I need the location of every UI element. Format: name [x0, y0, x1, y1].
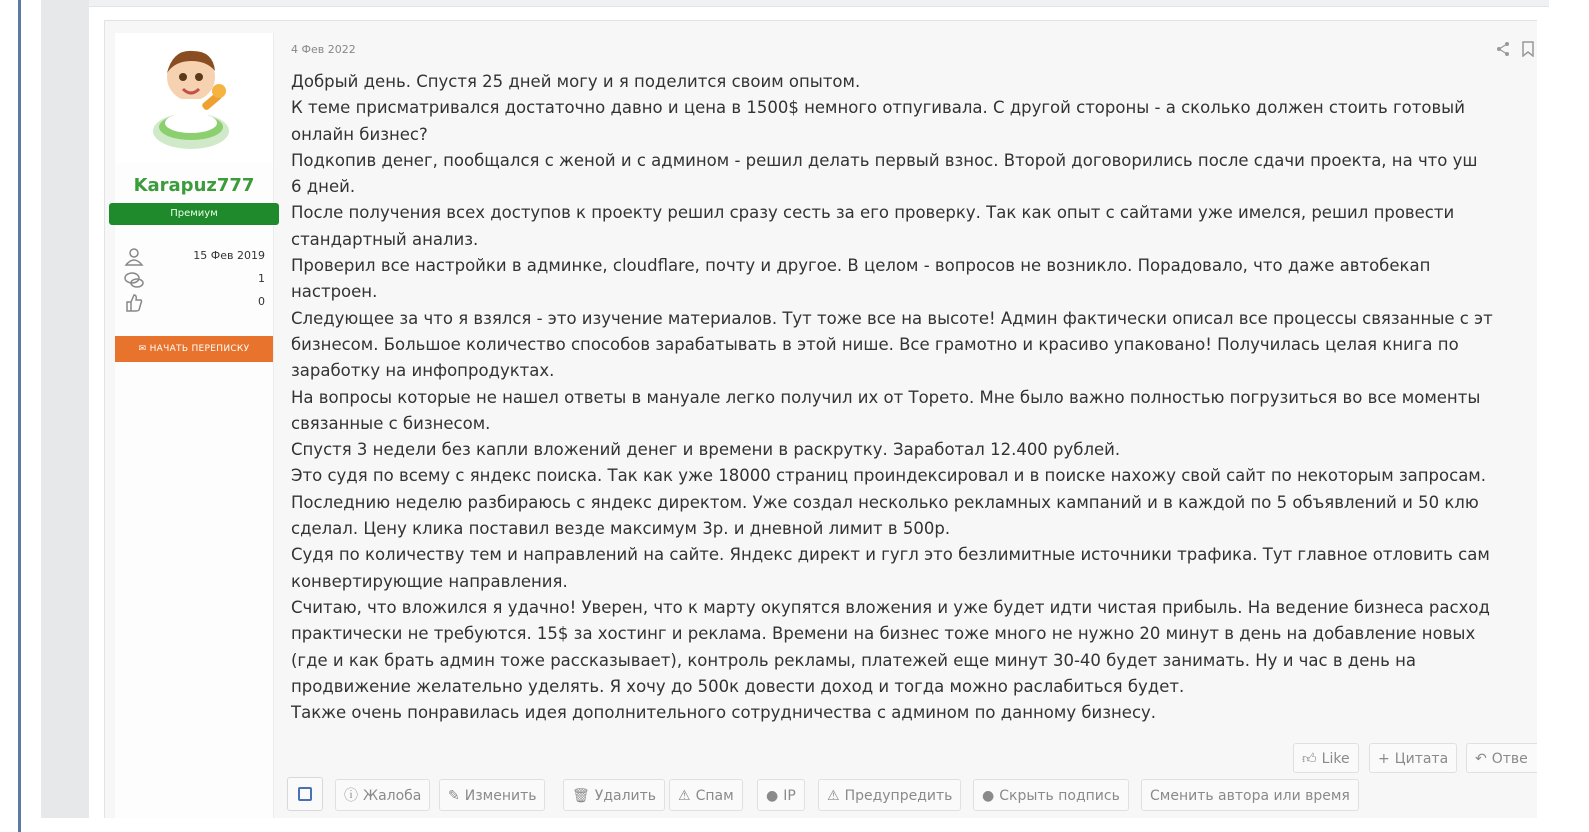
messages-count[interactable]: 1: [258, 272, 265, 285]
quote-label: Цитата: [1394, 751, 1449, 767]
post-text-line: Добрый день. Спустя 25 дней могу и я поделится своим опытом.: [291, 72, 861, 91]
thumbs-up-icon: [123, 293, 145, 313]
post-text-line: Спустя 3 недели без капли вложений денег и времени в раскрутку. Заработал 12.400 рублей.: [291, 440, 1121, 460]
post-date[interactable]: 4 Фев 2022: [291, 43, 356, 56]
post-text-line: Также очень понравилась идея дополнительного сотрудничества с админом по данному бизнесу.: [291, 703, 1157, 723]
post-text-line: После получения всех доступов к проекту решил сразу сесть за его проверку. Так как опыт с сайтами уже имелся, решил провести: [291, 203, 1455, 223]
post-text-line: Это судя по всему с яндекс поиска. Так как уже 18000 страниц проиндексировал и в поиске нахожу свой сайт по некоторым запросам.: [291, 466, 1487, 486]
reply-label: Отве: [1491, 751, 1528, 767]
post-text-line: настроен.: [291, 282, 378, 302]
warn-label: Предупредить: [844, 788, 953, 804]
globe-icon: ●: [982, 788, 995, 804]
post-text-line: (где и как брать админ тоже рассказывает), контроль рекламы, платежей еще минут 30-40 будет занимать. Ну и час в день на: [291, 650, 1417, 670]
page-bottom: [41, 818, 1549, 832]
like-button[interactable]: [1293, 743, 1359, 773]
hide-signature-button[interactable]: [973, 779, 1129, 811]
report-button[interactable]: [335, 779, 430, 811]
stat-joined: [123, 247, 265, 270]
comments-icon: [123, 270, 145, 290]
like-label: Like: [1321, 751, 1350, 767]
warning-triangle-icon: ⚠: [827, 788, 840, 804]
start-conversation-label: НАЧАТЬ ПЕРЕПИСКУ: [149, 344, 250, 354]
report-label: Жалоба: [363, 788, 422, 804]
trash-icon: 🗑︎: [572, 788, 590, 804]
thread-left-rule: [18, 0, 21, 832]
post-text-line: На вопросы которые не нашел ответы в мануале легко получил их от Торето. Мне было важно полностью погрузиться во все моменты: [291, 387, 1481, 407]
delete-label: Удалить: [594, 788, 657, 804]
hide-signature-label: Скрыть подпись: [999, 788, 1120, 804]
warning-circle-icon: ⓘ: [344, 788, 358, 804]
plus-icon: +: [1378, 751, 1390, 767]
ip-label: IP: [783, 788, 796, 804]
post-text-line: 6 дней.: [291, 177, 356, 197]
post-text-line: стандартный анализ.: [291, 229, 479, 249]
post-text-line: связанные с бизнесом.: [291, 413, 491, 433]
post-text-line: Следующее за что я взялся - это изучение материалов. Тут тоже все на высоте! Админ фактически описал все процессы связанные с эт: [291, 308, 1493, 328]
post-text-line: Последнию неделю разбираюсь с яндекс директом. Уже создал несколько рекламных кампаний и в каждой по 5 объявлений и 50 клю: [291, 492, 1479, 512]
spam-label: Спам: [695, 788, 734, 804]
quote-button[interactable]: [1369, 743, 1457, 773]
previous-post-edge: [89, 0, 1549, 7]
share-icon[interactable]: [1495, 41, 1511, 57]
post-text-line: Проверил все настройки в админке, cloudflare, почту и другое. В целом - вопросов не возникло. Порадовало, что даже автобекап: [291, 256, 1431, 276]
ip-button[interactable]: [757, 779, 805, 811]
post-body: [291, 69, 1537, 726]
stat-messages: [123, 270, 265, 293]
post-text-line: сделал. Цену клика поставил везде максимум 3р. и дневной лимит в 500р.: [291, 519, 951, 539]
reply-icon: ↶: [1475, 751, 1487, 767]
thread-gutter: [41, 0, 89, 818]
edit-icon: ✎: [448, 788, 460, 804]
edit-button[interactable]: [439, 779, 545, 811]
reactions-count[interactable]: 0: [258, 295, 265, 308]
spam-button[interactable]: [669, 779, 743, 811]
post-text-line: Подкопив денег, пообщался с женой и с админом - решил делать первый взнос. Второй договорились после сдачи проекта, на что уш: [291, 150, 1478, 170]
user-stats: [123, 247, 265, 316]
warn-button[interactable]: [818, 779, 961, 811]
select-post-checkbox[interactable]: [287, 777, 323, 811]
thumbs-up-icon: 👍︎: [1302, 751, 1317, 767]
post-text-line: бизнесом. Большое количество способов зарабатывать в этой нише. Все грамотно и красиво упаковано! Получилась целая книга по: [291, 334, 1459, 354]
user-panel: [115, 33, 274, 819]
post-text-line: Считаю, что вложился я удачно! Уверен, что к марту окупятся вложения и уже будет идти чистая прибыль. На ведение бизнеса расход: [291, 597, 1490, 617]
post-text-line: конвертирующие направления.: [291, 571, 568, 591]
envelope-icon: ✉: [138, 344, 147, 354]
reply-button[interactable]: [1466, 743, 1537, 773]
globe-icon: ●: [766, 788, 779, 804]
post-text-line: Судя по количеству тем и направлений на сайте. Яндекс директ и гугл это безлимитные источники трафика. Тут главное отловить сам: [291, 545, 1490, 565]
avatar[interactable]: [115, 33, 273, 163]
post-text-line: практически не требуются. 15$ за хостинг и реклама. Времени на бизнес тоже много не нужно 20 минут в день на добавление новых: [291, 624, 1476, 644]
post-text-line: продвижение желательно уделять. Я хочу до 500к довести доход и тогда можно раслабиться будет.: [291, 676, 1185, 696]
stat-reactions: [123, 293, 265, 316]
change-author-label: Сменить автора или время: [1150, 788, 1350, 804]
forum-post: [104, 20, 1537, 820]
joined-date: 15 Фев 2019: [193, 249, 265, 262]
post-text-line: заработку на инфопродуктах.: [291, 361, 555, 381]
post-text-line: онлайн бизнес?: [291, 124, 428, 144]
avatar-baby-icon: [143, 39, 243, 155]
delete-button[interactable]: [563, 779, 665, 811]
edit-label: Изменить: [464, 788, 537, 804]
post-text-line: К теме присматривался достаточно давно и цена в 1500$ немного отпугивала. С другой стороны - а сколько должен стоить готовый: [291, 98, 1465, 118]
user-icon: [123, 247, 145, 267]
start-conversation-button[interactable]: [115, 336, 273, 362]
username[interactable]: Karapuz777: [133, 175, 255, 196]
change-author-button[interactable]: [1141, 779, 1359, 811]
warning-triangle-icon: ⚠: [678, 788, 691, 804]
bookmark-icon[interactable]: [1521, 41, 1535, 57]
user-badge: Премиум: [109, 203, 279, 225]
